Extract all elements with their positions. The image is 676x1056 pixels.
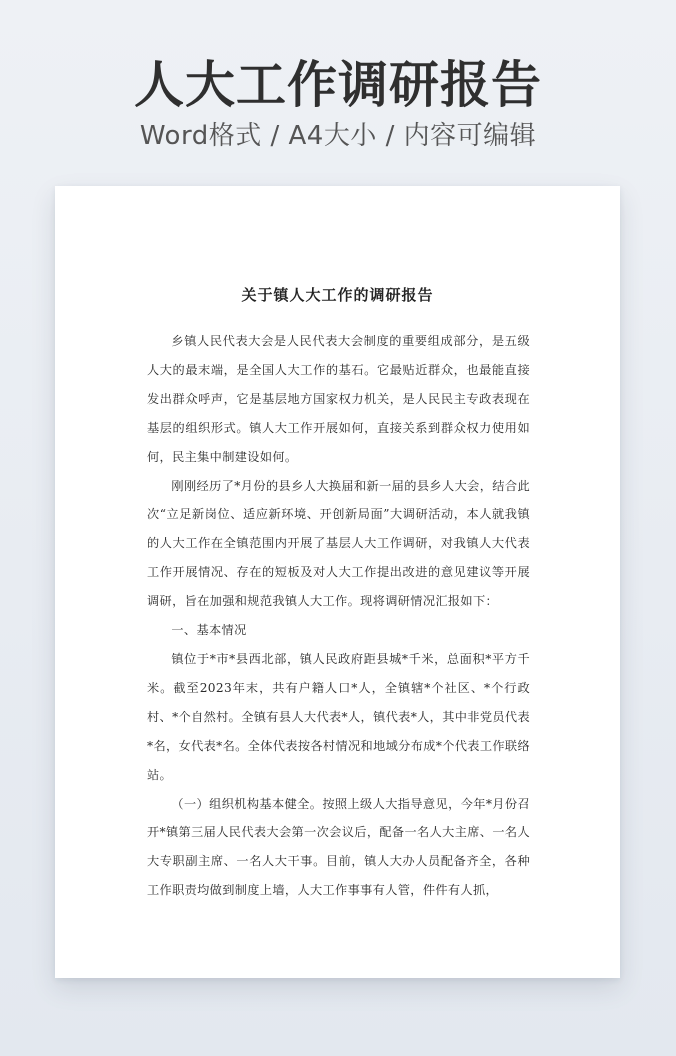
document-page (55, 186, 620, 978)
paragraph-intro: 乡镇人民代表大会是人民代表大会制度的重要组成部分，是五级人大的最末端，是全国人大工作的基石。它最贴近群众，也最能直接发出群众呼声，它是基层地方国家权力机关，是人民民主专政表现在基层的组织形式。镇人大工作开展如何，直接关系到群众权力使用如何，民主集中制建设如何。 (147, 334, 530, 464)
paragraph-town-overview: 镇位于*市*县西北部，镇人民政府距县城*千米，总面积*平方千米。截至2023年末，共有户籍人口*人，全镇辖*个社区、*个行政村、*个自然村。全镇有县人大代表*人，镇代表*人，其中非党员代表*名，女代表*名。全体代表按各村情况和地域分布成*个代表工作联络站。 (147, 651, 530, 782)
paragraph-organization: （一）组织机构基本健全。按照上级人大指导意见，今年*月份召开*镇第三届人民代表大会第一次会议后，配备一名人大主席、一名人大专职副主席、一名人大干事。目前，镇人大办人员配备齐全，各种工作职责均做到制度上墙，人大工作事事有人管，件件有人抓， (147, 796, 530, 898)
paragraph-survey: 刚刚经历了*月份的县乡人大换届和新一届的县乡人大会，结合此次“立足新岗位、适应新环境、开创新局面”大调研活动，本人就我镇的人大工作在全镇范围内开展了基层人大工作调研，对我镇人大代表工作开展情况、存在的短板及对人大工作提出改进的意见建议等开展调研，旨在加强和规范我镇人大工作。现将调研情况汇报如下： (147, 478, 530, 609)
promo-title: 人大工作调研报告 (134, 56, 542, 114)
document-body (147, 327, 530, 905)
section-heading-basic-situation: 一、基本情况 (171, 623, 247, 638)
promo-subtitle: Word格式 / A4大小 / 内容可编辑 (139, 121, 537, 151)
promo-header (0, 58, 676, 152)
document-title: 关于镇人大工作的调研报告 (241, 286, 434, 304)
